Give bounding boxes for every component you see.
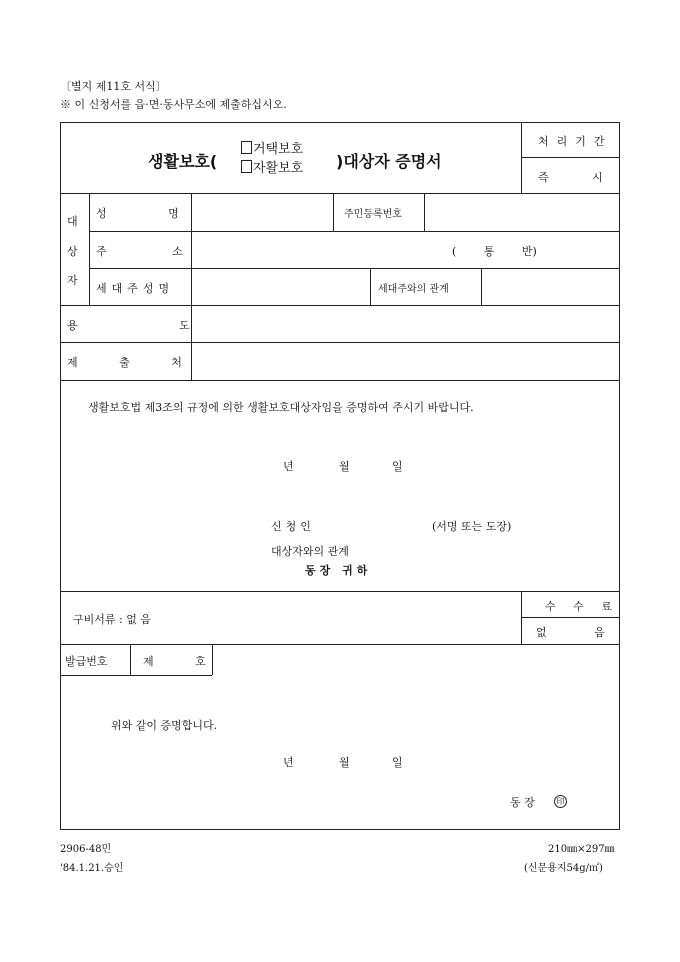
title-prefix: 생활보호(: [148, 152, 218, 171]
submit-to-label: 제 출 처: [67, 356, 182, 369]
request-month: 월: [339, 460, 350, 473]
cert-day: 일: [392, 756, 403, 769]
self-support-checkbox[interactable]: [241, 160, 252, 173]
subject-label-1: 대: [67, 215, 78, 228]
seal-mark: 印: [554, 794, 567, 808]
cert-month: 월: [339, 756, 350, 769]
form-number: 〔별지 제11호 서식〕: [60, 80, 167, 93]
issuer-label: 동 장: [510, 796, 535, 809]
request-year: 년: [283, 460, 294, 473]
cert-year: 년: [283, 756, 294, 769]
option-home-care[interactable]: 거택보호: [241, 138, 303, 157]
paper-size: 210㎜×297㎜: [548, 844, 615, 855]
rrn-label: 주민등록번호: [344, 209, 402, 220]
applicant-label: 신청인: [271, 520, 315, 533]
fee-value: 없 음: [536, 626, 605, 639]
instruction-text: ※ 이 신청서를 읍·면·동사무소에 제출하십시오.: [60, 98, 287, 111]
fee-label: 수 수 료: [545, 600, 612, 613]
issue-number-value[interactable]: 제 호: [143, 655, 206, 668]
address-tong-ban[interactable]: ( 통 반): [452, 245, 537, 258]
title-suffix: )대상자 증명서: [336, 152, 442, 171]
approval-date: '84.1.21.승인: [60, 863, 124, 874]
subject-label-2: 상: [67, 245, 78, 258]
name-label: 성 명: [96, 207, 179, 220]
relation-to-subject-label: 대상자와의 관계: [271, 545, 349, 558]
subject-label-3: 자: [67, 274, 78, 287]
processing-period-label: 처리기간: [538, 135, 613, 148]
request-statement: 생활보호법 제3조의 규정에 의한 생활보호대상자임을 증명하여 주시기 바랍니다.: [88, 401, 474, 414]
household-head-label: 세대주성명: [96, 282, 175, 295]
home-care-checkbox[interactable]: [241, 141, 252, 154]
certification-statement: 위와 같이 증명합니다.: [111, 719, 218, 732]
issue-number-label: 발급번호: [65, 655, 108, 668]
address-label: 주 소: [96, 245, 183, 258]
signature-note: (서명 또는 도장): [432, 520, 512, 533]
paper-type: (신문용지54g/㎡): [524, 863, 603, 874]
purpose-label: 용 도: [67, 319, 190, 332]
addressee: 동장 귀하: [305, 564, 372, 577]
option-self-support[interactable]: 자활보호: [241, 157, 303, 176]
request-day: 일: [392, 460, 403, 473]
relation-to-head-label: 세대주와의 관계: [378, 284, 449, 295]
processing-period-value: 즉 시: [538, 171, 603, 184]
form-code: 2906-48민: [60, 844, 112, 855]
required-documents: 구비서류 : 없 음: [73, 613, 151, 626]
